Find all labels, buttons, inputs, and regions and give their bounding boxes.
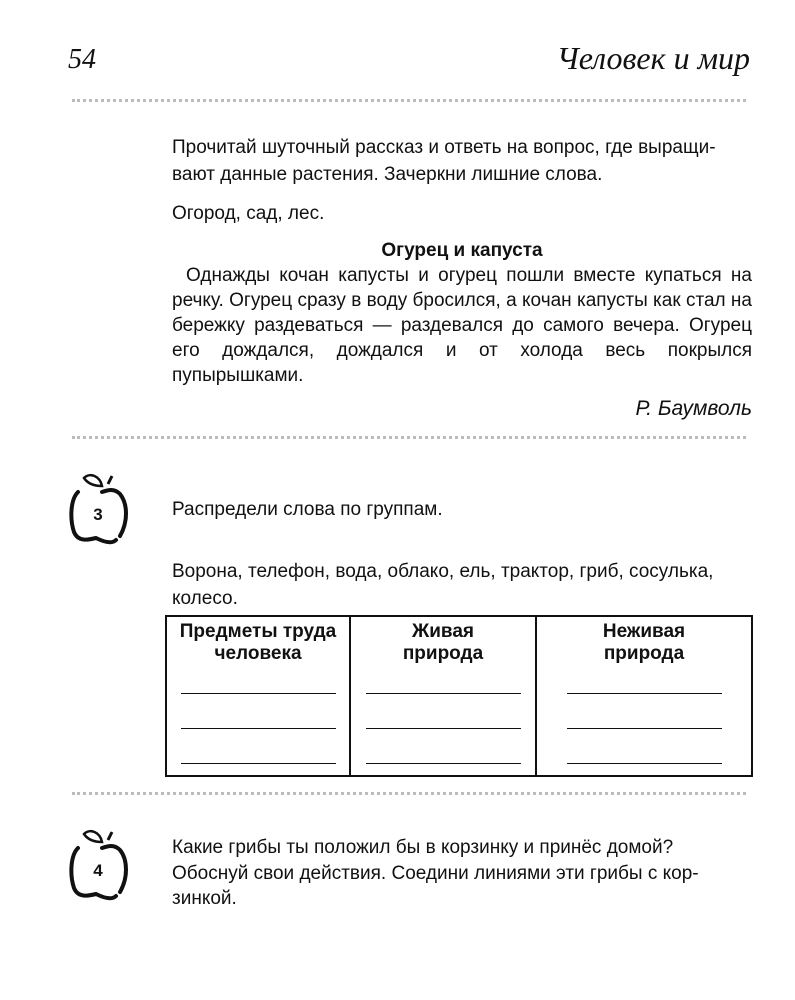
intro-line: Прочитай шуточный рассказ и ответь на вопрос, где выращи- — [172, 137, 716, 158]
story-text: Однажды кочан капусты и огурец пошли вместе купаться на речку. Огурец сразу в воду бросился, а кочан капусты как стал на бережку раздеваться — раздевался до самого вечера. Огурец его дождался, дождался и от холода весь покрылся пупырышками. — [172, 265, 752, 386]
task4-line: Обоснуй свои действия. Соедини линиями эти грибы с кор- — [172, 862, 699, 884]
story-title: Огурец и капуста — [381, 240, 543, 261]
apple-icon — [68, 826, 134, 906]
answer-line[interactable] — [181, 763, 336, 774]
column-nonliving: Неживая природа — [536, 616, 752, 776]
answer-line[interactable] — [366, 693, 521, 704]
answer-line[interactable] — [366, 728, 521, 739]
task-intro — [172, 134, 752, 188]
task4-line: зинкой. — [172, 888, 237, 909]
task4-line: Какие грибы ты положил бы в корзинку и принёс домой? — [172, 837, 674, 858]
dotted-divider — [72, 99, 746, 102]
section-title: Человек и мир — [556, 40, 750, 76]
intro-line: вают данные растения. Зачеркни лишние слова. — [172, 164, 603, 185]
task4-text — [172, 835, 752, 912]
page-number: 54 — [68, 44, 96, 75]
apple-icon — [68, 470, 134, 550]
column-tools: Предметы труда человека — [166, 616, 350, 776]
options-text: Огород, сад, лес. — [172, 203, 325, 224]
dotted-divider — [72, 436, 746, 439]
answer-line[interactable] — [181, 728, 336, 739]
sorting-table — [165, 615, 753, 777]
answer-line[interactable] — [567, 693, 722, 704]
task3-words: Ворона, телефон, вода, облако, ель, трактор, гриб, сосулька, колесо. — [172, 561, 714, 609]
story-author: Р. Баумволь — [635, 397, 752, 420]
answer-line[interactable] — [567, 763, 722, 774]
svg-text:4: 4 — [93, 861, 103, 880]
dotted-divider — [72, 792, 746, 795]
task3-instruction: Распредели слова по группам. — [172, 499, 443, 520]
answer-line[interactable] — [181, 693, 336, 704]
answer-line[interactable] — [567, 728, 722, 739]
story — [172, 238, 752, 421]
column-living: Живая природа — [350, 616, 536, 776]
svg-text:3: 3 — [93, 505, 103, 524]
answer-line[interactable] — [366, 763, 521, 774]
